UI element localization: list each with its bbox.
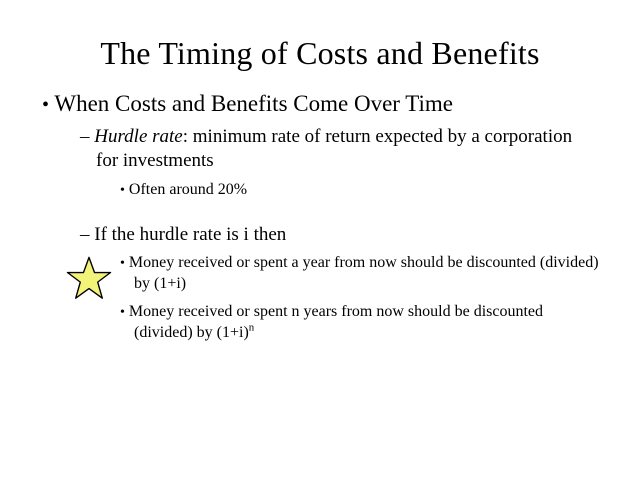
bullet-if-hurdle [80, 223, 596, 247]
bullet-hurdle-rate [80, 125, 596, 173]
hurdle-rate-definition: : minimum rate of return expected by a corporation for investments [96, 126, 573, 172]
bullet-often-around [120, 180, 604, 201]
dash-glyph: – [80, 223, 90, 245]
bullet-n-years [120, 302, 604, 344]
if-hurdle-text: If the hurdle rate is i then [94, 223, 287, 245]
bullet-one-year [120, 253, 604, 295]
star-icon [66, 256, 112, 300]
dot-glyph: • [120, 305, 125, 321]
n-years-text: Money received or spent n years from now should be discounted (divided) by (1+i) [128, 303, 544, 341]
bullet-level1 [42, 90, 626, 118]
often-around-text: Often around 20% [128, 180, 248, 198]
dot-glyph: • [120, 182, 125, 198]
n-years-exponent: n [248, 321, 255, 334]
dash-glyph: – [80, 126, 90, 148]
hurdle-rate-term: Hurdle rate [94, 126, 183, 148]
dot-glyph: • [120, 256, 125, 272]
one-year-text: Money received or spent a year from now should be discounted (divided) by (1+i) [128, 254, 599, 293]
bullet-level1-text: When Costs and Benefits Come Over Time [54, 90, 453, 116]
bullet-glyph: • [42, 93, 50, 116]
page-title: The Timing of Costs and Benefits [100, 35, 540, 71]
slide-body [0, 72, 640, 344]
